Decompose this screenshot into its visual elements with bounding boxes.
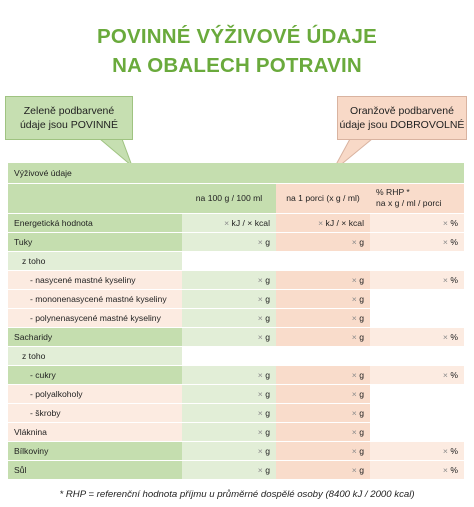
row-value-3 [370,270,464,289]
table-row [8,289,464,308]
unit-text: g [359,331,364,342]
row-label: z toho [8,251,182,270]
row-label: - polyalkoholy [8,384,182,403]
row-value-2 [276,289,370,308]
placeholder-mark: × [351,274,357,285]
placeholder-mark: × [318,217,324,228]
unit-text: % [450,274,458,285]
row-value-2 [276,441,370,460]
unit-text: % [450,236,458,247]
green-callout-pointer [100,139,132,166]
unit-text: % [450,369,458,380]
row-value-2 [276,308,370,327]
table-row [8,422,464,441]
table-header-row [8,183,464,213]
row-label: Vláknina [8,422,182,441]
unit-text: g [265,369,270,380]
row-value-2 [276,213,370,232]
footnote: * RHP = referenční hodnota příjmu u průměrné dospělé osoby (8400 kJ / 2000 kcal) [59,489,415,500]
unit-text: g [359,445,364,456]
row-label: - polynenasycené mastné kyseliny [8,308,182,327]
unit-text: g [265,274,270,285]
table-row [8,308,464,327]
unit-text: g [359,274,364,285]
table-row [8,384,464,403]
placeholder-mark: × [442,274,448,285]
placeholder-mark: × [442,369,448,380]
placeholder-mark: × [351,464,357,475]
placeholder-mark: × [442,331,448,342]
nutrition-table [8,163,464,480]
row-label: Sacharidy [8,327,182,346]
unit-text: % [450,217,458,228]
title-line-1: POVINNÉ VÝŽIVOVÉ ÚDAJE [96,25,378,48]
placeholder-mark: × [351,369,357,380]
row-value-3 [370,365,464,384]
unit-text: g [265,426,270,437]
title-line-2: NA OBALECH POTRAVIN [112,54,362,77]
placeholder-mark: × [442,464,448,475]
row-value-2 [276,232,370,251]
row-label: z toho [8,346,182,365]
header-empty-cell [8,183,182,213]
mandatory-callout [5,96,133,140]
row-value-3 [370,213,464,232]
table-row [8,460,464,479]
row-value-3 [370,346,464,365]
row-value-2 [276,327,370,346]
row-label: - mononenasycené mastné kyseliny [8,289,182,308]
row-label: - nasycené mastné kyseliny [8,270,182,289]
unit-text: kJ / × kcal [231,217,270,228]
placeholder-mark: × [257,464,263,475]
row-value-2 [276,403,370,422]
header-per-portion: na 1 porci (x g / ml) [276,183,370,213]
placeholder-mark: × [224,217,230,228]
placeholder-mark: × [257,426,263,437]
row-value-1 [182,251,276,270]
placeholder-mark: × [257,312,263,323]
row-value-1 [182,232,276,251]
row-value-1 [182,289,276,308]
row-value-1 [182,365,276,384]
header-per-100: na 100 g / 100 ml [182,183,276,213]
unit-text: g [265,407,270,418]
row-value-1 [182,441,276,460]
row-value-1 [182,213,276,232]
row-label: - škroby [8,403,182,422]
header-rhp-line-1: % RHP * [376,187,410,197]
unit-text: g [359,312,364,323]
unit-text: g [359,407,364,418]
table-row [8,251,464,270]
row-label: Sůl [8,460,182,479]
row-value-1 [182,308,276,327]
unit-text: g [359,236,364,247]
placeholder-mark: × [442,445,448,456]
row-label: Tuky [8,232,182,251]
row-value-3 [370,327,464,346]
unit-text: g [265,293,270,304]
placeholder-mark: × [351,407,357,418]
unit-text: g [359,388,364,399]
row-value-2 [276,251,370,270]
mandatory-callout-line-1: Zeleně podbarvené [23,105,115,117]
unit-text: g [359,369,364,380]
row-value-1 [182,327,276,346]
placeholder-mark: × [257,369,263,380]
placeholder-mark: × [442,236,448,247]
placeholder-mark: × [257,236,263,247]
row-value-1 [182,403,276,422]
voluntary-callout [337,96,467,140]
header-rhp-line-2: na x g / ml / porci [376,198,442,208]
table-row [8,403,464,422]
unit-text: g [359,464,364,475]
table-row [8,346,464,365]
placeholder-mark: × [351,293,357,304]
unit-text: g [359,293,364,304]
row-value-3 [370,403,464,422]
row-value-2 [276,270,370,289]
placeholder-mark: × [351,331,357,342]
placeholder-mark: × [257,407,263,418]
row-value-1 [182,422,276,441]
row-value-1 [182,346,276,365]
row-value-3 [370,232,464,251]
unit-text: % [450,464,458,475]
row-value-3 [370,441,464,460]
placeholder-mark: × [257,445,263,456]
row-value-2 [276,346,370,365]
unit-text: kJ / × kcal [325,217,364,228]
unit-text: g [265,445,270,456]
unit-text: % [450,445,458,456]
table-row [8,232,464,251]
row-value-2 [276,384,370,403]
row-value-3 [370,384,464,403]
table-caption-row [8,163,464,183]
row-value-3 [370,308,464,327]
row-value-3 [370,422,464,441]
placeholder-mark: × [257,274,263,285]
row-value-2 [276,422,370,441]
table-caption: Výživové údaje [8,163,464,183]
unit-text: g [265,312,270,323]
row-value-1 [182,270,276,289]
table-row [8,327,464,346]
unit-text: g [265,331,270,342]
row-value-1 [182,384,276,403]
header-rhp [370,183,464,213]
row-value-2 [276,365,370,384]
table-row [8,270,464,289]
voluntary-callout-line-2: údaje jsou DOBROVOLNÉ [339,119,465,131]
table-row [8,213,464,232]
unit-text: g [265,388,270,399]
unit-text: g [359,426,364,437]
placeholder-mark: × [257,388,263,399]
unit-text: g [265,236,270,247]
row-value-3 [370,289,464,308]
placeholder-mark: × [442,217,448,228]
voluntary-callout-line-1: Oranžově podbarvené [350,105,454,117]
placeholder-mark: × [257,293,263,304]
unit-text: g [265,464,270,475]
placeholder-mark: × [351,426,357,437]
placeholder-mark: × [351,388,357,399]
mandatory-callout-line-2: údaje jsou POVINNÉ [19,119,119,131]
table-row [8,365,464,384]
row-label: Bílkoviny [8,441,182,460]
row-value-3 [370,251,464,270]
row-value-3 [370,460,464,479]
unit-text: % [450,331,458,342]
row-label: - cukry [8,365,182,384]
row-label: Energetická hodnota [8,213,182,232]
table-row [8,441,464,460]
placeholder-mark: × [351,445,357,456]
placeholder-mark: × [257,331,263,342]
row-value-2 [276,460,370,479]
row-value-1 [182,460,276,479]
placeholder-mark: × [351,236,357,247]
placeholder-mark: × [351,312,357,323]
